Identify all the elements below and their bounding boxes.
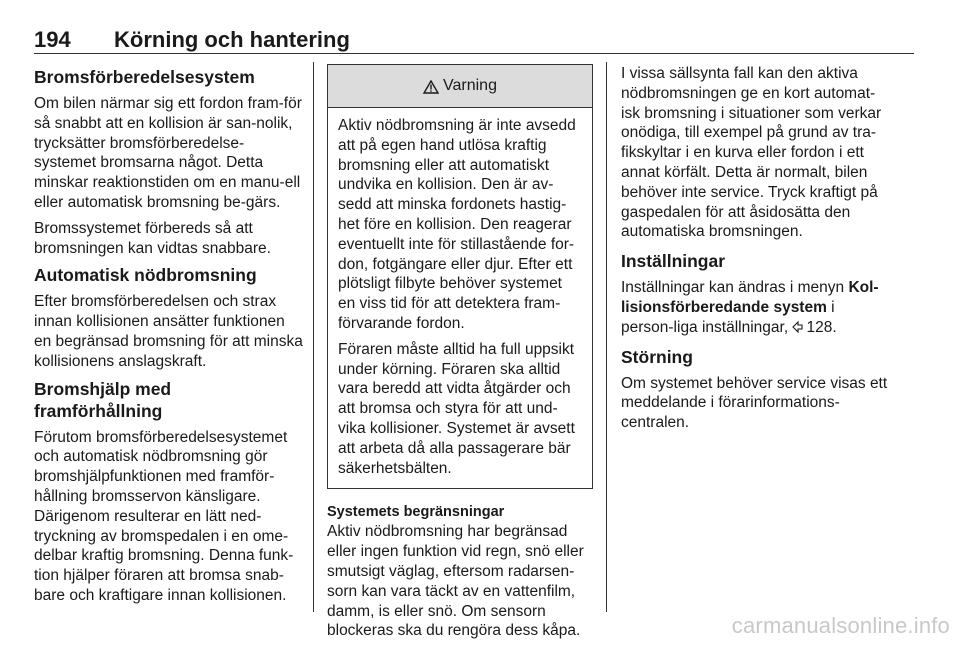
column-divider-2 <box>606 62 607 612</box>
warning-paragraph-2: Föraren måste alltid ha full uppsikt under körning. Föraren ska alltid vara beredd att vidta åtgärder och att bromsa och styra för att und-vika kollisioner. Systemet är avsett att arbeta då alla passagerare bär säkerhetsbälten. <box>338 340 575 477</box>
settings-page-ref[interactable]: 128. <box>806 318 837 336</box>
settings-menu-name: Kol-lisionsförberedande system <box>621 279 879 316</box>
heading-braking-prep: Bromsförberedelsesystem <box>34 67 255 87</box>
paragraph-fault: Om systemet behöver service visas ett meddelande i förarinformations-centralen. <box>621 374 888 432</box>
paragraph-brake-assist: Förutom bromsförberedelsesystemet och automatisk nödbromsning gör bromshjälpfunktionen med framför-hållning bromsservon känsligare. Därigenom resulterar en lätt ned-tryckning av bromspedalen i en ome-delbar kraftig bromsning. Denna funk-tion hjälper föraren att bromsa snab-bare och kraftigare innan kollisionen. <box>34 428 294 604</box>
paragraph-auto-braking: Efter bromsförberedelsen och strax innan kollisionen ansätter funktionen en begränsad bromsning för att minska kollisionens anslagskraft. <box>34 293 303 370</box>
paragraph-braking-prep-2: Bromssystemet förbereds så att bromsningen kan vidtas snabbare. <box>34 219 271 257</box>
column-3 <box>621 64 889 439</box>
warning-triangle-icon <box>423 80 439 94</box>
chapter-title: Körning och hantering <box>114 27 350 52</box>
warning-header <box>328 65 592 108</box>
column-2 <box>327 64 593 647</box>
column-1 <box>34 64 304 612</box>
page-number: 194 <box>34 27 71 52</box>
heading-settings: Inställningar <box>621 251 726 272</box>
header-divider <box>34 53 914 54</box>
heading-fault: Störning <box>621 346 693 367</box>
column-divider-1 <box>313 62 314 612</box>
heading-auto-braking: Automatisk nödbromsning <box>34 265 257 286</box>
page-reference-icon <box>792 321 803 333</box>
page-header <box>34 27 914 51</box>
warning-body <box>328 108 592 488</box>
warning-title: Varning <box>443 77 497 95</box>
watermark: carmanualsonline.info <box>731 613 950 638</box>
paragraph-braking-prep: Om bilen närmar sig ett fordon fram-för så snabbt att en kollision är san-nolik, trycksätter bromsförberedelse-systemet bromsarna något. Detta minskar reaktionstiden om en manu-ell eller automatisk bromsning be-gärs. <box>34 95 302 211</box>
paragraph-rare-cases: I vissa sällsynta fall kan den aktiva nödbromsningen ge en kort automat-isk bromsning i situationer som verkar onödiga, till exempel på grund av tra-fikskyltar i en kurva eller fordon i ett annat körfält. Detta är normalt, bilen behöver inte service. Tryck kraftigt på gaspedalen för att åsidosätta den automatiska bromsningen. <box>621 65 882 241</box>
heading-brake-assist: Bromshjälp med framförhållning <box>34 378 172 421</box>
heading-system-limits: Systemets begränsningar <box>327 504 505 521</box>
paragraph-system-limits: Aktiv nödbromsning har begränsad eller ingen funktion vid regn, snö eller smutsigt väglag, eftersom radarsen-sorn kan vara täckt av en vattenfilm, damm, is eller snö. Om sensorn blockeras ska du rengöra dess kåpa. <box>327 523 584 640</box>
warning-box <box>327 64 593 489</box>
settings-text-pre: Inställningar kan ändras i menyn <box>621 279 849 297</box>
warning-paragraph-1: Aktiv nödbromsning är inte avsedd att på egen hand utlösa kraftig bromsning eller att automatiskt undvika en kollision. Den är av-sedd att minska fordonets hastig-het före en kollision. Den reagerar eventuellt inte för stillastående for-don, fotgängare eller djur. Efter ett plötsligt filbyte behöver systemet en viss tid för att detektera fram-förvarande fordon. <box>338 117 576 332</box>
paragraph-settings <box>621 278 889 337</box>
settings-text-post: i person-liga inställningar, <box>621 298 835 336</box>
